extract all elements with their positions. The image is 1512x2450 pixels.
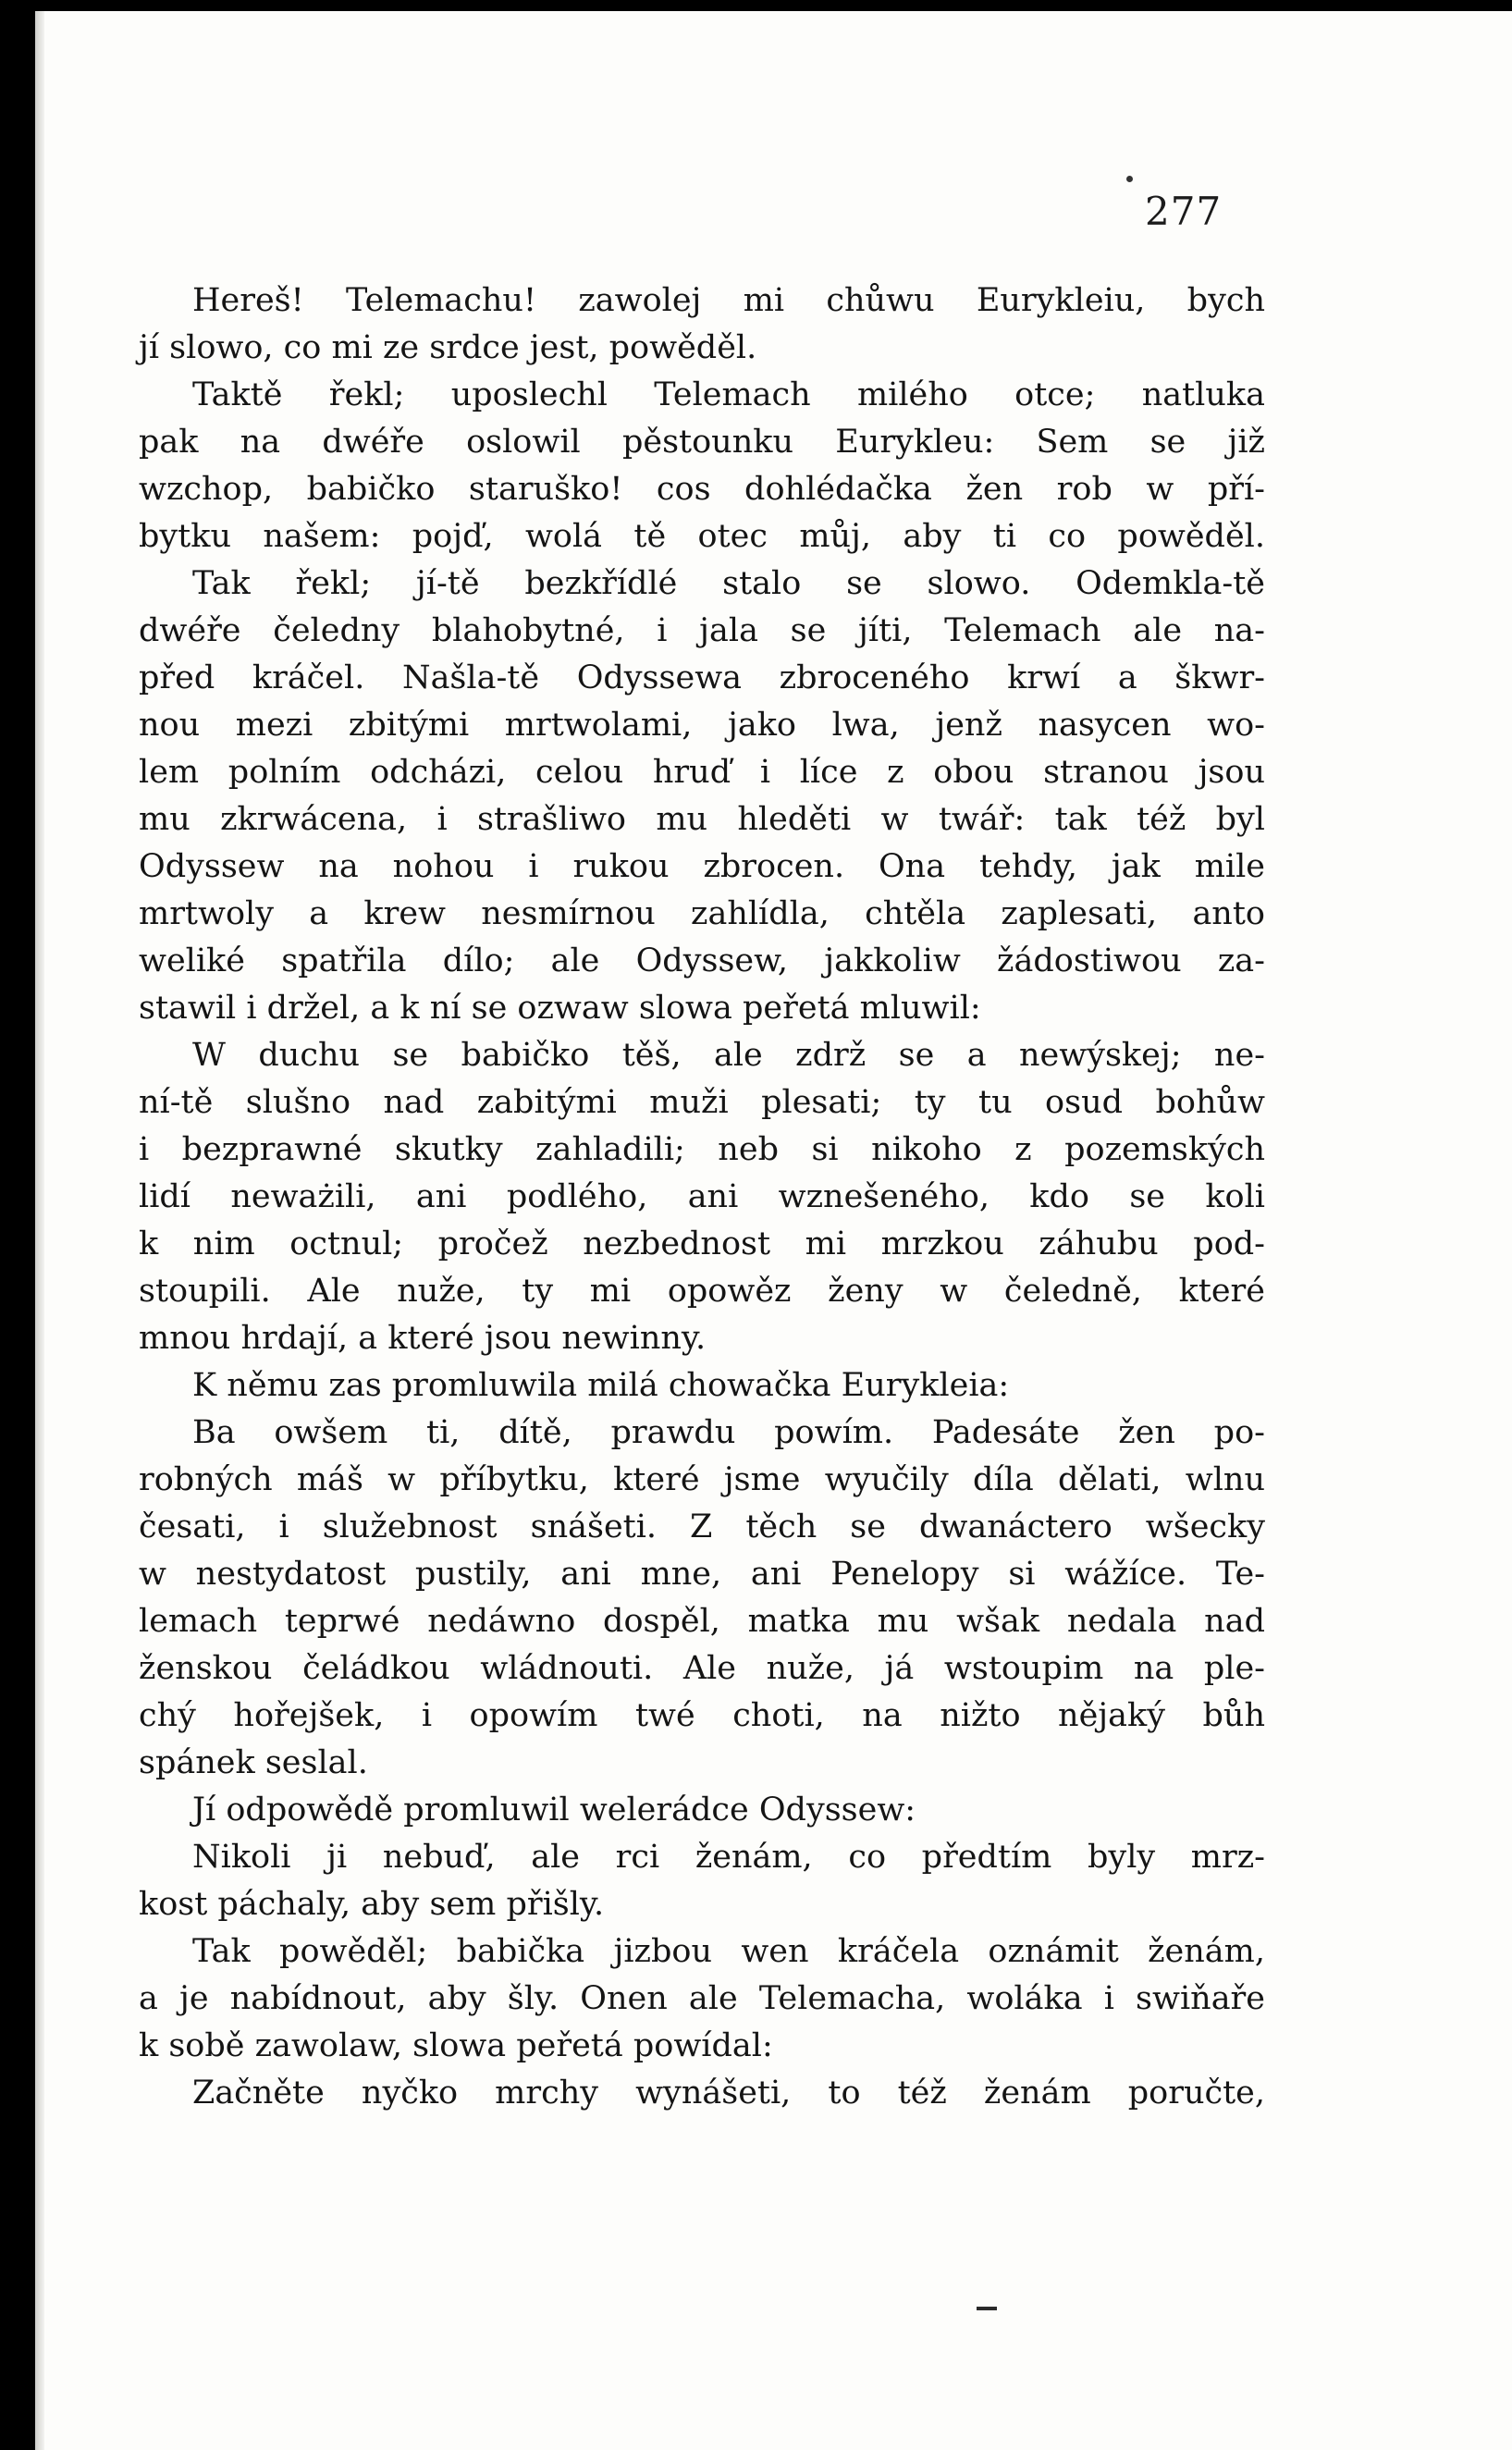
text-line: stoupili. Ale nuže, ty mi opowěz ženy w čeledně, které: [139, 1273, 1265, 1310]
text-line: stawil i držel, a k ní se ozwaw slowa peřetá mluwil:: [139, 990, 981, 1027]
text-line: před kráčel. Našla-tě Odyssewa zbroceného krwí a škwr-: [139, 659, 1265, 696]
text-line: ženskou čeládkou wládnouti. Ale nuže, já wstoupim na ple-: [139, 1650, 1265, 1687]
print-mark: [977, 2307, 997, 2310]
text-line: dwéře čeledny blahobytné, i jala se jíti, Telemach ale na-: [139, 612, 1265, 649]
text-line: k nim octnul; pročež nezbednost mi mrzkou záhubu pod-: [139, 1225, 1265, 1262]
text-line: mrtwoly a krew nesmírnou zahlídla, chtěla zaplesati, anto: [139, 895, 1265, 932]
page-number: 277: [1145, 189, 1223, 234]
text-line: česati, i služebnost snášeti. Z těch se dwanáctero wšecky: [139, 1508, 1265, 1545]
body-text: [139, 277, 1265, 2117]
text-line: kost páchaly, aby sem přišly.: [139, 1886, 605, 1923]
text-line: a je nabídnout, aby šly. Onen ale Telemacha, woláka i swiňaře: [139, 1980, 1265, 2017]
text-line: mnou hrdají, a které jsou newinny.: [139, 1320, 707, 1357]
text-line: w nestydatost pustily, ani mne, ani Penelopy si wážíce. Te-: [139, 1556, 1265, 1593]
text-line: lem polním odcházi, celou hruď i líce z obou stranou jsou: [139, 754, 1265, 791]
text-line: jí slowo, co mi ze srdce jest, powěděl.: [139, 329, 757, 366]
text-line: wzchop, babičko staruško! cos dohlédačka žen rob w pří-: [139, 471, 1265, 508]
text-line: mu zkrwácena, i strašliwo mu hleděti w twář: tak též byl: [139, 801, 1265, 838]
print-speck: [1126, 176, 1133, 182]
text-line: bytku našem: pojď, wolá tě otec můj, aby ti co powěděl.: [139, 518, 1265, 555]
text-line: Odyssew na nohou i rukou zbrocen. Ona tehdy, jak mile: [139, 848, 1265, 885]
text-line: lidí neważili, ani podlého, ani wznešeného, kdo se koli: [139, 1178, 1265, 1215]
text-line: weliké spatřila dílo; ale Odyssew, jakkoliw žádostiwou za-: [139, 942, 1265, 979]
text-line: spánek seslal.: [139, 1744, 368, 1781]
text-line: Ba owšem ti, dítě, prawdu powím. Padesáte žen po-: [192, 1414, 1265, 1451]
text-line: Hereš! Telemachu! zawolej mi chůwu Eurykleiu, bych: [192, 282, 1265, 319]
text-line: i bezprawné skutky zahladili; neb si nikoho z pozemských: [139, 1131, 1265, 1168]
book-page: [35, 11, 1512, 2450]
text-line: K němu zas promluwila milá chowačka Eurykleia:: [192, 1367, 1010, 1404]
text-line: chý hořejšek, i opowím twé choti, na nižto nějaký bůh: [139, 1697, 1265, 1734]
text-line: Začněte nyčko mrchy wynášeti, to též ženám poručte,: [192, 2074, 1265, 2111]
text-line: nou mezi zbitými mrtwolami, jako lwa, jenž nasycen wo-: [139, 707, 1265, 744]
text-line: Jí odpowědě promluwil welerádce Odyssew:: [192, 1791, 916, 1828]
text-line: Tak řekl; jí-tě bezkřídlé stalo se slowo. Odemkla-tě: [192, 565, 1265, 602]
text-line: pak na dwéře oslowil pěstounku Eurykleu: Sem se již: [139, 424, 1265, 461]
text-line: Nikoli ji nebuď, ale rci ženám, co předtím byly mrz-: [192, 1839, 1265, 1876]
text-line: ní-tě slušno nad zabitými muži plesati; ty tu osud bohůw: [139, 1084, 1265, 1121]
text-line: k sobě zawolaw, slowa peřetá powídal:: [139, 2027, 773, 2064]
text-line: robných máš w příbytku, které jsme wyučily díla dělati, wlnu: [139, 1461, 1265, 1498]
page-edge: [35, 11, 44, 2450]
text-line: Taktě řekl; uposlechl Telemach milého otce; natluka: [192, 376, 1265, 413]
text-line: Tak powěděl; babička jizbou wen kráčela oznámit ženám,: [192, 1933, 1265, 1970]
text-line: lemach teprwé nedáwno dospěl, matka mu wšak nedala nad: [139, 1603, 1265, 1640]
text-line: W duchu se babičko těš, ale zdrž se a newýskej; ne-: [192, 1037, 1265, 1074]
